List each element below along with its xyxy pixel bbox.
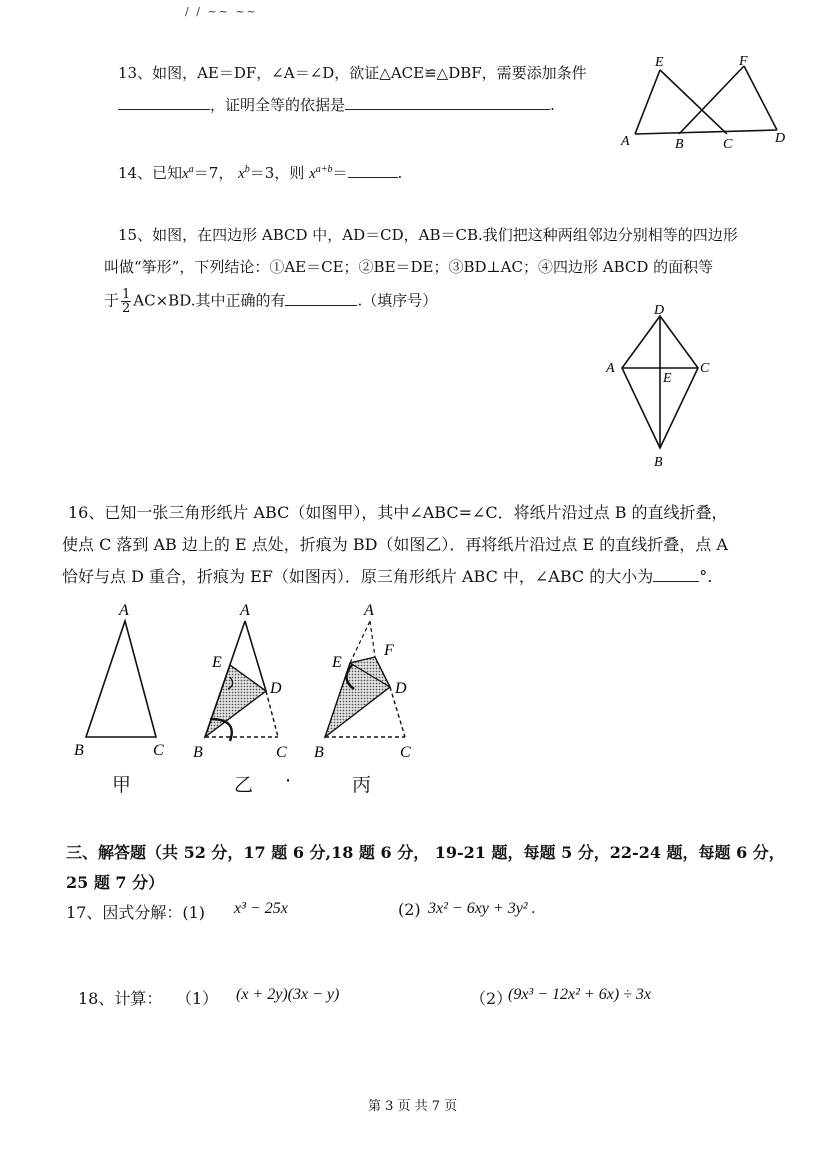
q16-yi-label-a: A (240, 602, 250, 619)
q14-base-3: x (309, 166, 316, 182)
q13-label-c: C (723, 137, 733, 152)
q18-part1-label: （1） (176, 989, 219, 1008)
q13-segment-df (744, 66, 777, 130)
q15-label-c: C (700, 361, 710, 376)
q13-number: 13、 (118, 64, 153, 82)
section3-heading-line1: 三、解答题（共 52 分，17 题 6 分,18 题 6 分， 19-21 题，每题 5 分，22-24 题，每题 6 分， (66, 843, 785, 862)
q15-fraction (121, 288, 131, 315)
q15-label-a: A (606, 361, 615, 376)
q13-segment-ae (635, 70, 660, 134)
q16-yi-label-d: D (270, 680, 282, 697)
q15-line2 (104, 256, 713, 277)
q16-bing-label-e: E (332, 654, 342, 671)
q17-part2-label: (2) (398, 900, 421, 919)
q15-text-3-prefix: 于 (104, 291, 120, 310)
q15-text-2: 叫做“筝形”，下列结论：①AE＝CE；②BE＝DE；③BD⊥AC；④四边形 ABCD 的面积等 (104, 258, 714, 276)
q13-base-line (635, 130, 777, 134)
q16-figures (60, 595, 440, 770)
q13-text-mid: ，证明全等的依据是 (210, 96, 346, 114)
q14-text-a: 已知 (152, 164, 183, 182)
q14-number: 14、 (118, 164, 153, 182)
q16-bing-label-d: D (395, 680, 407, 697)
q16-bing-label-c: C (400, 744, 411, 761)
q16-text-2: 使点 C 落到 AB 边上的 E 点处，折痕为 BD（如图乙）．再将纸片沿过点 E 的直线折叠，点 A (62, 535, 728, 554)
q16-text-3-end: °. (699, 567, 713, 586)
page-footer: 第 3 页 共 7 页 (368, 1099, 458, 1114)
q16-jia-label-c: C (153, 742, 164, 759)
q15-line3 (104, 288, 437, 315)
q14-base-1: x (182, 166, 189, 182)
q13-answer-blank-2[interactable] (345, 95, 550, 110)
q16-answer-blank[interactable] (653, 567, 699, 582)
q15-number: 15、 (118, 226, 153, 244)
q15-line1 (118, 224, 738, 245)
q16-figure-jia (86, 621, 156, 737)
q14-eq-1: ＝7， (193, 164, 234, 182)
q13-label-b: B (675, 137, 684, 152)
q13-label-e: E (655, 55, 664, 70)
q15-label-b: B (654, 455, 663, 470)
q16-caption-yi: 乙 (234, 774, 254, 796)
q16-yi-label-e: E (212, 654, 222, 671)
q16-text-1: 已知一张三角形纸片 ABC（如图甲），其中∠ABC=∠C．将纸片沿过点 B 的直线折叠， (104, 503, 728, 522)
q14-answer-blank[interactable] (348, 163, 398, 178)
q16-bing-label-a: A (364, 602, 374, 619)
q16-line3 (62, 564, 712, 587)
q13-label-d: D (775, 131, 786, 146)
q15-text-3-mid: AC×BD.其中正确的有 (133, 291, 286, 310)
q13-label-f: F (739, 54, 748, 69)
q15-text-3-end: .（填序号） (357, 291, 438, 310)
q16-bing-label-b: B (314, 744, 324, 761)
q18-part2-label: （2） (470, 989, 513, 1008)
q14-end: . (397, 164, 403, 182)
q15-text-1: 如图，在四边形 ABCD 中，AD＝CD，AB＝CB.我们把这种两组邻边分别相等的四边形 (152, 226, 738, 244)
q13-text-end: . (550, 96, 555, 114)
q16-yi-label-b: B (193, 744, 203, 761)
q16-jia-label-a: A (119, 602, 129, 619)
q18-part2: (9x³ − 12x² + 6x) ÷ 3x (508, 986, 652, 1003)
q13-line1 (118, 62, 587, 83)
section3-heading-line2: 25 题 7 分） (66, 873, 165, 892)
q13-answer-blank-1[interactable] (118, 95, 210, 110)
q14-eq-3: ＝ (332, 164, 348, 182)
q18-part1: (x + 2y)(3x − y) (236, 986, 340, 1003)
q16-caption-jia: 甲 (112, 774, 132, 796)
header-fragment: / / ~~ ~~ (185, 5, 258, 18)
q15-label-e: E (663, 371, 672, 386)
q16-text-3: 恰好与点 D 重合，折痕为 EF（如图丙）．原三角形纸片 ABC 中，∠ABC 的大小为 (62, 567, 654, 586)
q13-text: 如图，AE＝DF，∠A＝∠D，欲证△ACE≌△DBF，需要添加条件 (152, 64, 587, 82)
q15-figure (600, 300, 720, 475)
q14-eq-2: ＝3，则 (249, 164, 305, 182)
q13-figure (615, 52, 795, 152)
q18-label: 18、计算： (78, 989, 163, 1008)
q16-figure-yi (205, 621, 278, 741)
q16-figure-bing (325, 621, 405, 737)
q13-label-a: A (621, 134, 630, 149)
q15-frac-den: 2 (122, 301, 131, 316)
q13-segment-fb (679, 66, 744, 134)
q16-bing-label-f: F (384, 642, 394, 659)
q14-exp-3: a+b (315, 164, 333, 175)
q16-number: 16、 (68, 503, 105, 522)
q15-label-d: D (654, 303, 665, 318)
q13-line2 (118, 94, 555, 115)
q16-caption-bing: 丙 (352, 774, 372, 796)
q17-part2: 3x² − 6xy + 3y² . (428, 900, 536, 917)
q13-segment-ec (660, 70, 727, 134)
q14-exp-2: b (244, 164, 250, 175)
q16-line2 (62, 532, 728, 555)
q14-line (118, 162, 402, 183)
q14-exp-1: a (188, 164, 194, 175)
q14-base-2: x (238, 166, 245, 182)
q17-part1: x³ − 25x (234, 900, 288, 917)
q15-answer-blank[interactable] (285, 291, 357, 306)
q16-jia-label-b: B (74, 742, 84, 759)
q16-line1 (68, 500, 728, 523)
q16-caption-dot: · (285, 770, 292, 792)
q16-yi-label-c: C (276, 744, 287, 761)
q15-frac-num: 1 (122, 287, 131, 302)
q17-label: 17、因式分解：(1) (66, 903, 206, 922)
